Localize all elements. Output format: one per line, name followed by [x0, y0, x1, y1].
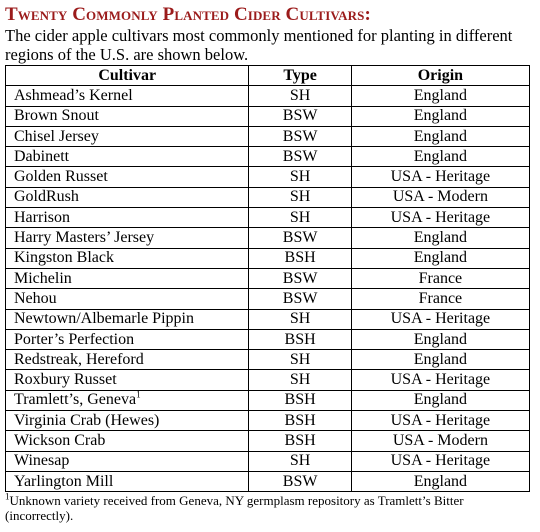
cell-origin: England [351, 248, 529, 268]
cultivar-name: Winesap [14, 452, 70, 470]
cell-origin: USA - Heritage [351, 451, 529, 471]
cell-cultivar [6, 289, 249, 309]
cultivar-name: Newtown/Albemarle Pippin [14, 310, 194, 328]
cell-cultivar [6, 126, 249, 146]
cell-cultivar [6, 248, 249, 268]
cell-type: SH [249, 451, 351, 471]
cell-type: BSW [249, 289, 351, 309]
cell-type: BSW [249, 147, 351, 167]
cell-origin: France [351, 268, 529, 288]
cell-cultivar [6, 471, 249, 491]
cell-origin: England [351, 329, 529, 349]
table-row [6, 329, 530, 349]
cell-cultivar [6, 106, 249, 126]
cell-origin: USA - Heritage [351, 309, 529, 329]
cell-origin: USA - Heritage [351, 167, 529, 187]
table-header-row [6, 66, 530, 86]
cell-origin: England [351, 228, 529, 248]
cell-origin: USA - Heritage [351, 370, 529, 390]
table-row [6, 208, 530, 228]
cell-cultivar [6, 167, 249, 187]
cultivar-name: Harry Masters’ Jersey [14, 229, 155, 247]
cultivar-name: Porter’s Perfection [14, 330, 135, 348]
cell-cultivar [6, 187, 249, 207]
cell-type: SH [249, 167, 351, 187]
cultivar-name: Chisel Jersey [14, 127, 99, 145]
cell-type: BSW [249, 471, 351, 491]
cultivar-name: Ashmead’s Kernel [14, 86, 133, 104]
table-row [6, 106, 530, 126]
table-row [6, 471, 530, 491]
footnote [5, 493, 530, 523]
cell-origin: USA - Heritage [351, 208, 529, 228]
cell-origin: USA - Modern [351, 431, 529, 451]
cultivar-name: Nehou [14, 289, 57, 307]
table-row [6, 248, 530, 268]
cell-origin: England [351, 350, 529, 370]
cell-cultivar [6, 268, 249, 288]
cell-type: BSH [249, 411, 351, 431]
cell-origin: USA - Heritage [351, 411, 529, 431]
cell-type: BSW [249, 126, 351, 146]
cell-origin: England [351, 390, 529, 410]
cell-origin: England [351, 147, 529, 167]
cell-cultivar [6, 370, 249, 390]
cell-type: BSW [249, 106, 351, 126]
cell-type: BSW [249, 228, 351, 248]
header-cultivar: Cultivar [6, 66, 249, 86]
cell-type: SH [249, 86, 351, 106]
table-row [6, 431, 530, 451]
header-origin: Origin [351, 66, 529, 86]
cell-type: BSW [249, 268, 351, 288]
cell-origin: USA - Modern [351, 187, 529, 207]
footnote-reference: 1 [136, 390, 141, 401]
cell-origin: England [351, 126, 529, 146]
cell-cultivar [6, 390, 249, 410]
cell-type: BSH [249, 390, 351, 410]
cultivar-name: Roxbury Russet [14, 371, 117, 389]
cell-cultivar [6, 451, 249, 471]
cultivar-name: Golden Russet [14, 168, 108, 186]
table-row [6, 167, 530, 187]
table-row [6, 370, 530, 390]
cell-cultivar [6, 86, 249, 106]
cell-type: SH [249, 309, 351, 329]
cell-cultivar [6, 329, 249, 349]
cell-origin: France [351, 289, 529, 309]
cultivar-name: GoldRush [14, 188, 79, 206]
cultivar-name: Yarlington Mill [14, 472, 114, 490]
cell-origin: England [351, 471, 529, 491]
footnote-text: Unknown variety received from Geneva, NY germplasm repository as Tramlett’s Bitter (incorrectly). [5, 493, 464, 524]
cultivar-name: Dabinett [14, 147, 70, 165]
document-title: Twenty Commonly Planted Cider Cultivars: [5, 4, 371, 25]
header-type: Type [249, 66, 351, 86]
cultivar-name: Brown Snout [14, 107, 99, 125]
table-row [6, 390, 530, 410]
cell-cultivar [6, 411, 249, 431]
table-row [6, 289, 530, 309]
cell-cultivar [6, 208, 249, 228]
cell-origin: England [351, 106, 529, 126]
cell-type: SH [249, 208, 351, 228]
table-row [6, 411, 530, 431]
cultivar-name: Michelin [14, 269, 72, 287]
table-row [6, 147, 530, 167]
cultivar-name: Virginia Crab (Hewes) [14, 411, 160, 429]
table-row [6, 86, 530, 106]
cell-type: SH [249, 370, 351, 390]
cultivar-name: Wickson Crab [14, 431, 106, 449]
cell-cultivar [6, 147, 249, 167]
footnote-marker: 1 [5, 491, 10, 502]
cell-type: BSH [249, 431, 351, 451]
cultivar-name: Tramlett’s, Geneva [14, 391, 137, 409]
table-body [6, 86, 530, 492]
cultivar-name: Redstreak, Hereford [14, 350, 144, 368]
cell-type: BSH [249, 329, 351, 349]
table-row [6, 309, 530, 329]
table-row [6, 126, 530, 146]
table-row [6, 228, 530, 248]
cell-cultivar [6, 350, 249, 370]
cell-cultivar [6, 431, 249, 451]
cell-type: BSH [249, 248, 351, 268]
table-row [6, 350, 530, 370]
cell-cultivar [6, 309, 249, 329]
cultivar-name: Kingston Black [14, 249, 114, 267]
cell-type: SH [249, 350, 351, 370]
table-row [6, 187, 530, 207]
cultivar-name: Harrison [14, 208, 70, 226]
cultivar-table [5, 65, 530, 492]
intro-paragraph: The cider apple cultivars most commonly mentioned for planting in different regions of the U.S. are shown below. [5, 26, 513, 64]
cell-cultivar [6, 228, 249, 248]
cell-type: SH [249, 187, 351, 207]
table-row [6, 268, 530, 288]
table-row [6, 451, 530, 471]
cell-origin: England [351, 86, 529, 106]
